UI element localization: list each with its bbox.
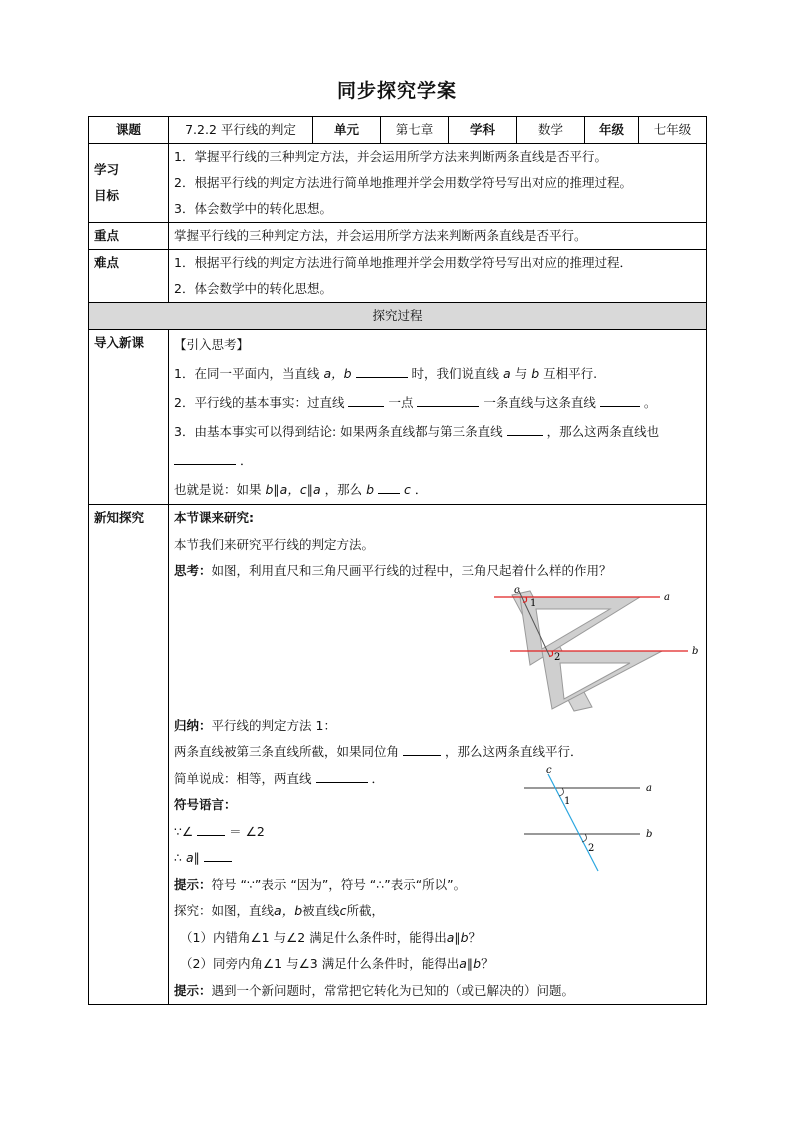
process-header-row <box>89 303 707 330</box>
summary-text: 平行线的判定方法 1： <box>211 717 336 733</box>
key-points-label: 重点 <box>89 223 169 250</box>
sub-question-2 <box>174 951 701 978</box>
think-text: 如图，利用直尺和三角尺画平行线的过程中，三角尺起着什么样的作用？ <box>211 563 612 578</box>
intro-heading: 【引入思考】 <box>174 337 250 352</box>
lesson-heading: 本节课来研究: <box>174 510 254 525</box>
rule-text-a: 两条直线被第三条直线所截，如果同位角 <box>174 744 400 759</box>
key-points-text: 掌握平行线的三种判定方法，并会运用所学方法来判断两条直线是否平行。 <box>169 223 707 250</box>
subject-label: 学科 <box>449 117 517 144</box>
explore-question-label: 探究： <box>174 903 212 918</box>
difficulties-label: 难点 <box>89 250 169 303</box>
header-row <box>89 117 707 144</box>
q4-text-a: 也就是说：如果 <box>174 482 262 497</box>
lesson-text: 本节我们来研究平行线的判定方法。 <box>174 536 375 552</box>
therefore-text-a: ∴ <box>174 850 186 865</box>
sub2-relation: a∥b <box>459 956 482 971</box>
answer-blank[interactable] <box>197 821 225 836</box>
explore-text-a: 如图，直线 <box>211 903 275 918</box>
sub-question-1 <box>174 925 701 952</box>
fig2-label-b: b <box>646 828 653 840</box>
explore-var-c: c <box>339 903 347 918</box>
answer-blank[interactable] <box>378 479 400 494</box>
short-text-b: ． <box>371 770 384 786</box>
fig2-label-a: a <box>646 782 652 794</box>
set-square-top-hole <box>536 609 610 649</box>
because-text-b: ＝ ∠2 <box>229 823 265 839</box>
think-line <box>174 558 701 585</box>
grade-label: 年级 <box>585 117 639 144</box>
explore-row <box>89 505 707 1005</box>
answer-blank[interactable] <box>403 741 441 756</box>
sub2-text-a: （2）同旁内角∠1 与∠3 满足什么条件时，能得出 <box>180 956 460 971</box>
intro-question-4 <box>174 475 701 504</box>
answer-blank[interactable] <box>316 768 368 783</box>
intro-question-1 <box>174 359 701 388</box>
hint-1-line <box>174 872 701 899</box>
hint-2-line <box>174 978 701 1005</box>
q2-text-a: 2．平行线的基本事实：过直线 <box>174 395 345 410</box>
intro-question-2 <box>174 388 701 417</box>
difficulties-row <box>89 250 707 303</box>
q3-text-a: 3．由基本事实可以得到结论: 如果两条直线都与第三条直线 <box>174 424 503 439</box>
q1-text-b: 时，我们说直线 <box>411 366 500 381</box>
sub1-text-c: ？ <box>468 929 482 945</box>
explore-vars: a，b <box>274 903 303 918</box>
fig1-label-2: 2 <box>554 651 561 663</box>
q4-var-b: b <box>366 482 375 497</box>
short-text-a: 简单说成：相等，两直线 <box>174 770 312 786</box>
goals-label <box>89 144 169 223</box>
answer-blank[interactable] <box>600 392 640 407</box>
answer-blank[interactable] <box>507 421 543 436</box>
grade-value: 七年级 <box>639 117 707 144</box>
page-title: 同步探究学案 <box>336 80 457 102</box>
q2-text-d: 。 <box>643 395 657 410</box>
explore-label: 新知探究 <box>89 505 169 1005</box>
q4-text-f: ． <box>414 482 428 497</box>
explore-content <box>169 505 707 1005</box>
topic-label: 课题 <box>89 117 169 144</box>
q4-var-c: c <box>404 482 411 497</box>
hint1-text: 符号 “∵”表示 “因为”，符号 “∴”表示“所以”。 <box>211 876 467 892</box>
q2-text-b: 一点 <box>388 395 414 410</box>
because-text-a: ∵∠ <box>174 823 194 839</box>
think-label: 思考： <box>174 563 212 578</box>
transversal-svg <box>524 764 674 874</box>
fig2-label-1: 1 <box>564 795 571 807</box>
topic-value: 7.2.2 平行线的判定 <box>169 117 313 144</box>
q3-text-b: ，那么这两条直线也 <box>546 424 660 439</box>
subject-value: 数学 <box>517 117 585 144</box>
hint2-text: 遇到一个新问题时，常常把它转化为已知的（或已解决的）问题。 <box>211 982 575 998</box>
unit-value: 第七章 <box>381 117 449 144</box>
study-sheet-table <box>88 116 707 1005</box>
sub2-text-c: ？ <box>481 956 494 971</box>
explore-text-b: 被直线 <box>302 903 340 918</box>
rule-line <box>174 739 701 766</box>
answer-blank[interactable] <box>356 363 408 378</box>
answer-blank[interactable] <box>204 847 232 862</box>
sub1-text-a: （1）内错角∠1 与∠2 满足什么条件时，能得出 <box>180 929 447 945</box>
process-header: 探究过程 <box>89 303 707 330</box>
q1-text-d: 互相平行. <box>543 366 598 381</box>
goals-label-line1: 学习 <box>94 162 120 177</box>
q3-text-c: ． <box>239 453 253 468</box>
explore-text-c: 所截， <box>346 903 385 918</box>
ruler-triangle-svg <box>490 587 710 713</box>
answer-blank[interactable] <box>417 392 479 407</box>
fig2-angle-1-arc <box>559 788 563 796</box>
goal-item: 2．根据平行线的判定方法进行简单地推理并学会用数学符号写出对应的推理过程。 <box>174 175 632 190</box>
fig2-label-2: 2 <box>588 842 595 854</box>
fig2-line-c <box>548 774 598 871</box>
fig1-label-1: 1 <box>530 597 537 609</box>
goals-label-line2: 目标 <box>94 188 120 203</box>
goal-item: 1．掌握平行线的三种判定方法，并会运用所学方法来判断两条直线是否平行。 <box>174 149 607 164</box>
set-square-bottom-hole <box>560 663 630 699</box>
summary-line <box>174 713 701 740</box>
key-points-row <box>89 223 707 250</box>
symbol-label: 符号语言： <box>174 797 237 812</box>
fig2-label-c: c <box>546 764 552 776</box>
intro-question-3-cont <box>174 446 701 475</box>
fig1-label-c: c <box>514 586 520 596</box>
answer-blank[interactable] <box>348 392 384 407</box>
ruler-triangle-figure <box>174 585 701 713</box>
q1-text-a: 1．在同一平面内，当直线 <box>174 366 320 381</box>
q1-var-a: a <box>503 366 511 381</box>
difficulty-item: 1．根据平行线的判定方法进行简单地推理并学会用数学符号写出对应的推理过程． <box>174 255 632 270</box>
goals-row <box>89 144 707 223</box>
therefore-text-b: a∥ <box>185 850 200 865</box>
rule-text-b: ，那么这两条直线平行． <box>444 744 583 759</box>
intro-label: 导入新课 <box>89 330 169 505</box>
hint1-label: 提示： <box>174 876 212 892</box>
unit-label: 单元 <box>313 117 381 144</box>
q4-text-c: ，那么 <box>324 482 363 497</box>
q4-relation: b∥a，c∥a <box>265 482 321 497</box>
goal-item: 3．体会数学中的转化思想。 <box>174 201 332 216</box>
answer-blank[interactable] <box>174 450 236 465</box>
summary-label: 归纳： <box>174 717 212 733</box>
sub1-relation: a∥b <box>446 929 469 945</box>
intro-content <box>169 330 707 505</box>
fig1-label-b: b <box>692 645 699 657</box>
fig1-label-a: a <box>664 591 670 603</box>
q1-var-b: b <box>531 366 540 381</box>
q1-vars: a，b <box>323 366 352 381</box>
goals-content <box>169 144 707 223</box>
q2-text-c: 一条直线与这条直线 <box>483 395 596 410</box>
explore-question-line <box>174 898 701 925</box>
intro-row <box>89 330 707 505</box>
q1-text-c: 与 <box>514 366 528 381</box>
intro-question-3 <box>174 417 701 446</box>
difficulties-content <box>169 250 707 303</box>
hint2-label: 提示： <box>174 982 212 998</box>
difficulty-item: 2．体会数学中的转化思想。 <box>174 281 332 296</box>
